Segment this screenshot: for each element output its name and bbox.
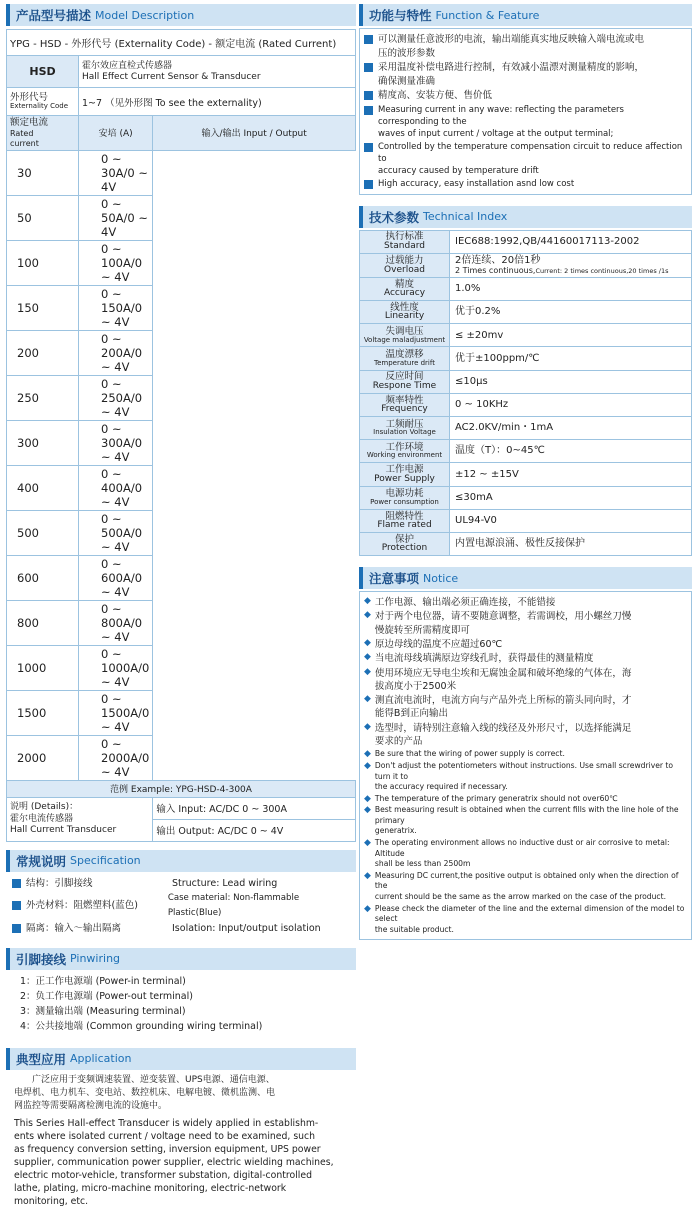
tech-label: [360, 230, 450, 253]
model-row: [7, 510, 356, 555]
tech-label-cn: 失调电压: [385, 326, 424, 338]
diamond-icon: ◆: [364, 838, 371, 849]
notice-item: [364, 838, 687, 870]
tech-header: [359, 206, 692, 228]
notice-text: [375, 722, 632, 749]
tech-value-sub: [455, 266, 688, 276]
feature-line: High accuracy, easy installation asnd low cost: [378, 178, 575, 189]
tech-label-cn: 反应时间: [385, 371, 424, 383]
pin-list: [6, 970, 356, 1038]
rated-cn: 额定电流: [10, 117, 49, 128]
bullet-icon: [364, 63, 373, 72]
model-row: [7, 555, 356, 600]
tech-label-cn: 频率特性: [385, 394, 424, 406]
tech-title-en: Technical Index: [423, 210, 508, 223]
model-table: [6, 29, 356, 842]
diamond-icon: ◆: [364, 610, 371, 621]
feature-line: waves of input current / voltage at the output terminal;: [378, 128, 614, 139]
ext-label-en: Externality Code: [10, 101, 69, 110]
details-3: Hall Current Transducer: [10, 825, 117, 836]
rated-en1: Rated: [10, 128, 34, 138]
tech-value-main: 2倍连续、20倍1秒: [455, 254, 541, 266]
tech-label-en: Protection: [381, 543, 428, 554]
tech-label-cn: 精度: [394, 278, 414, 290]
feature-item: [364, 61, 687, 88]
notice-line: shall be less than 2500m: [374, 859, 471, 869]
feature-text: [378, 104, 687, 140]
notice-line: generatrix.: [374, 826, 417, 836]
spec-title-cn: 常规说明: [16, 853, 67, 869]
model-formula: YPG - HSD - 外形代号 (Externality Code) - 额定电流 (Rated Current): [7, 30, 356, 56]
hsd-code: HSD: [7, 56, 79, 88]
spec-title-en: Specification: [70, 854, 141, 868]
model-row: [7, 285, 356, 330]
tech-label: [360, 416, 450, 439]
notice-text: [375, 652, 594, 665]
feature-line: 采用温度补偿电路进行控制，有效减小温漂对测量精度的影响，: [378, 62, 645, 73]
tech-value-main: 温度（T）：0~45℃: [455, 445, 545, 457]
tech-value-main: ≤30mA: [455, 491, 493, 503]
tech-label-en: Overload: [384, 264, 425, 275]
notice-item: [364, 652, 687, 665]
tech-label: [360, 277, 450, 300]
tech-label-cn: 工频耐压: [385, 418, 424, 430]
amp-value: 800: [7, 600, 79, 645]
spec-cn: 结构：引脚接线: [26, 877, 93, 889]
amp-value: 50: [7, 195, 79, 240]
tech-value-sub-rest: Current: 2 times continuous,20 times /1s: [535, 267, 669, 276]
tech-value: [450, 393, 692, 416]
pin-title-cn: 引脚接线: [16, 951, 67, 967]
feature-line: Controlled by the temperature compensation circuit to reduce affection to: [378, 141, 683, 164]
tech-label-en: Accuracy: [383, 288, 426, 299]
details-1: 说明 (Details)：: [10, 801, 79, 812]
tech-label-en: Insulation Voltage: [373, 428, 436, 437]
diamond-icon: ◆: [364, 903, 371, 914]
model-row: [7, 240, 356, 285]
bullet-icon: [364, 35, 373, 44]
model-row: [7, 735, 356, 780]
tech-label: [360, 370, 450, 393]
hsd-en: Hall Effect Current Sensor & Transducer: [82, 71, 261, 82]
tech-value-main: ±12 ~ ±15V: [455, 468, 519, 480]
io-value: 0 ~ 200A/0 ~ 4V: [79, 330, 153, 375]
tech-label-en: Linearity: [384, 311, 425, 322]
tech-label: [360, 301, 450, 324]
notice-title-en: Notice: [423, 571, 459, 585]
notice-title-cn: 注意事项: [369, 571, 420, 587]
notice-text: [375, 596, 556, 609]
feature-item: [364, 33, 687, 60]
io-value: 0 ~ 100A/0 ~ 4V: [79, 240, 153, 285]
amp-value: 300: [7, 420, 79, 465]
feature-title-en: Function & Feature: [435, 8, 540, 22]
io-value: 0 ~ 300A/0 ~ 4V: [79, 420, 153, 465]
tech-label-cn: 工作电源: [385, 464, 424, 476]
diamond-icon: ◆: [364, 793, 371, 804]
notice-line: 要求的产品: [374, 736, 423, 748]
spec-item: [12, 876, 350, 891]
tech-label: [360, 393, 450, 416]
amp-value: 250: [7, 375, 79, 420]
app-en-line: lathe, plating, micro-machine monitoring, electric-network: [14, 1182, 287, 1194]
tech-row: [360, 463, 692, 486]
ext-label-cn: 外形代号: [10, 91, 49, 103]
tech-label-en: Respone Time: [372, 380, 437, 391]
spec-cn: 隔离：输入～输出隔离: [26, 922, 122, 934]
model-row: [7, 375, 356, 420]
app-en: [6, 1115, 356, 1210]
tech-value: [450, 416, 692, 439]
tech-value-main: ≤ ±20mv: [455, 329, 504, 341]
tech-row: [360, 393, 692, 416]
tech-title-cn: 技术参数: [369, 209, 420, 225]
tech-label: [360, 347, 450, 370]
tech-label-cn: 执行标准: [385, 231, 424, 243]
tech-label-cn: 阻燃特性: [385, 510, 424, 522]
notice-item: [364, 761, 687, 793]
notice-line: 测直流电流时，电流方向与产品外壳上所标的箭头同向时，才: [374, 695, 632, 707]
notice-item: [364, 596, 687, 609]
tech-label-en: Flame rated: [377, 520, 432, 531]
notice-text: [375, 749, 565, 760]
model-row: [7, 465, 356, 510]
notice-line: The operating environment allows no inductive dust or air corrosive to metal: Altitude: [374, 838, 670, 858]
tech-value: [450, 253, 692, 277]
feature-item: [364, 104, 687, 140]
bullet-icon: [364, 106, 373, 115]
feature-header: [359, 4, 692, 26]
amp-value: 1000: [7, 645, 79, 690]
bullet-icon: [364, 143, 373, 152]
app-title-cn: 典型应用: [16, 1051, 67, 1067]
pin-item: 1：正工作电源端 (Power-in terminal): [20, 975, 186, 987]
right-column: [359, 4, 692, 940]
notice-item: [364, 610, 687, 637]
io-value: 0 ~ 250A/0 ~ 4V: [79, 375, 153, 420]
tech-row: [360, 347, 692, 370]
amp-value: 500: [7, 510, 79, 555]
tech-value-main: 1.0%: [455, 283, 481, 295]
tech-row: [360, 532, 692, 555]
spec-header: [6, 850, 356, 872]
tech-label-cn: 过载能力: [385, 255, 424, 266]
feature-line: accuracy caused by temperature drift: [378, 165, 539, 176]
tech-value: [450, 277, 692, 300]
pin-item: 4：公共接地端 (Common grounding wiring terminal): [20, 1020, 263, 1032]
bullet-icon: [364, 91, 373, 100]
details-2: 霍尔电流传感器: [10, 813, 74, 824]
tech-label-cn: 温度漂移: [385, 349, 424, 361]
diamond-icon: ◆: [364, 721, 371, 732]
amp-value: 200: [7, 330, 79, 375]
io-value: 0 ~ 1000A/0 ~ 4V: [79, 645, 153, 690]
diamond-icon: ◆: [364, 760, 371, 771]
spec-en: Isolation: Input/output isolation: [172, 922, 321, 934]
tech-label: [360, 324, 450, 347]
notice-text: [375, 610, 632, 637]
feature-item: [364, 178, 687, 190]
tech-label: [360, 463, 450, 486]
io-value: 0 ~ 600A/0 ~ 4V: [79, 555, 153, 600]
notice-line: 选型时，请特别注意输入线的线径及外形尺寸，以选择能满足: [374, 722, 632, 734]
io-value: 0 ~ 500A/0 ~ 4V: [79, 510, 153, 555]
diamond-icon: ◆: [364, 870, 371, 881]
tech-value: [450, 440, 692, 463]
notice-item: [364, 871, 687, 903]
notice-list: [359, 591, 692, 940]
model-row: [7, 195, 356, 240]
diamond-icon: ◆: [364, 805, 371, 816]
tech-label: [360, 253, 450, 277]
feature-list: [359, 28, 692, 195]
app-en-line: monitoring, etc.: [14, 1195, 89, 1207]
tech-value: [450, 370, 692, 393]
io-value: 0 ~ 400A/0 ~ 4V: [79, 465, 153, 510]
tech-value: [450, 486, 692, 509]
notice-item: [364, 805, 687, 837]
feature-title-cn: 功能与特性: [369, 8, 432, 23]
notice-line: 拔高度小于2500米: [374, 680, 457, 692]
tech-value: [450, 509, 692, 532]
feature-line: 可以测量任意波形的电流，输出端能真实地反映输入端电流或电: [378, 34, 645, 45]
notice-line: 对于两个电位器，请不要随意调整，若需调校，用小螺丝刀慢: [374, 611, 632, 623]
feature-text: [378, 141, 687, 177]
notice-item: [364, 794, 687, 805]
tech-label-cn: 工作环境: [385, 441, 424, 453]
notice-text: [375, 794, 618, 805]
amp-value: 2000: [7, 735, 79, 780]
tech-value-main: UL94-V0: [455, 515, 497, 527]
tech-label-cn: 电源功耗: [385, 488, 424, 500]
tech-value: [450, 324, 692, 347]
tech-value-main: 优于±100ppm/℃: [455, 352, 540, 364]
feature-item: [364, 89, 687, 103]
app-en-line: as frequency conversion setting, inversion equipment, UPS power: [14, 1143, 321, 1155]
io-value: 0 ~ 800A/0 ~ 4V: [79, 600, 153, 645]
notice-header: [359, 567, 692, 589]
feature-text: [378, 61, 644, 88]
model-header: [6, 4, 356, 26]
model-row: [7, 600, 356, 645]
feature-item: [364, 141, 687, 177]
tech-value-main: AC2.0KV/min・1mA: [455, 422, 554, 434]
notice-text: [375, 667, 632, 694]
amp-value: 400: [7, 465, 79, 510]
notice-line: 慢旋转至所需精度即可: [374, 624, 470, 636]
tech-row: [360, 509, 692, 532]
notice-line: Best measuring result is obtained when the current fills with the line hole of the primary: [374, 805, 679, 825]
bullet-icon: [12, 879, 21, 888]
notice-line: 原边母线的温度不应超过60℃: [374, 638, 503, 650]
diamond-icon: ◆: [364, 652, 371, 663]
spec-en: Case material: Non-flammable Plastic(Blue): [167, 892, 300, 918]
notice-text: [375, 838, 687, 870]
feature-line: 确保测量准确: [378, 75, 436, 87]
tech-row: [360, 370, 692, 393]
spec-cn: 外壳材料：阻燃塑料(蓝色): [26, 900, 138, 912]
feature-text: [378, 178, 574, 190]
amp-value: 100: [7, 240, 79, 285]
app-cn: [6, 1070, 356, 1115]
model-row: [7, 330, 356, 375]
tech-value-main: 内置电源浪涌、极性反接保护: [455, 538, 585, 550]
amp-value: 600: [7, 555, 79, 600]
notice-line: 能得B到正向输出: [374, 708, 448, 720]
spec-list: [6, 872, 356, 940]
notice-line: 使用环境应无导电尘埃和无腐蚀金属和破坏绝缘的气体在，海: [374, 667, 632, 679]
notice-item: [364, 904, 687, 936]
notice-line: 工作电源、输出端必须正确连接，不能错接: [374, 597, 556, 609]
io-value: 0 ~ 2000A/0 ~ 4V: [79, 735, 153, 780]
feature-text: [378, 89, 492, 103]
tech-row: [360, 277, 692, 300]
tech-value-main: 0 ~ 10KHz: [455, 399, 509, 411]
app-header: [6, 1048, 356, 1070]
amp-value: 30: [7, 150, 79, 195]
notice-text: [375, 805, 687, 837]
tech-value: [450, 301, 692, 324]
tech-label-en: Power consumption: [370, 497, 439, 506]
notice-line: Measuring DC current,the positive output is obtained only when the direction of the: [374, 870, 679, 891]
model-row: [7, 420, 356, 465]
diamond-icon: ◆: [364, 749, 371, 760]
app-cn-line: 广泛应用于变频调速装置、逆变装置、UPS电源、通信电源、: [32, 1074, 275, 1085]
feature-line: Measuring current in any wave: reflecting the parameters corresponding to the: [378, 104, 624, 127]
diamond-icon: ◆: [364, 596, 371, 607]
tech-table: [359, 230, 692, 557]
notice-line: the accuracy required if necessary.: [374, 782, 508, 792]
diamond-icon: ◆: [364, 666, 371, 677]
spec-item: [12, 891, 350, 921]
ext-value: 1~7 （见外形图 To see the externality): [79, 88, 356, 116]
tech-label: [360, 532, 450, 555]
spec-en: Structure: Lead wiring: [172, 877, 278, 889]
tech-label-en: Frequency: [381, 404, 428, 415]
tech-value: [450, 347, 692, 370]
tech-row: [360, 230, 692, 253]
model-row: [7, 690, 356, 735]
diamond-icon: ◆: [364, 694, 371, 705]
tech-label: [360, 440, 450, 463]
feature-line: 精度高、安装方便、售价低: [378, 90, 493, 101]
hsd-cn: 霍尔效应直检式传感器: [82, 60, 173, 71]
tech-value: [450, 532, 692, 555]
model-title-en: Model Description: [95, 8, 195, 22]
model-row: [7, 150, 356, 195]
tech-label: [360, 509, 450, 532]
bullet-icon: [364, 180, 373, 189]
notice-item: [364, 694, 687, 721]
notice-line: the suitable product.: [374, 924, 454, 934]
tech-value-sub-bold: 2 Times continuous,: [455, 266, 536, 276]
notice-text: [375, 761, 687, 793]
amp-value: 150: [7, 285, 79, 330]
bullet-icon: [12, 901, 21, 910]
details-input: 输入 Input: AC/DC 0 ~ 300A: [153, 797, 356, 819]
amp-value: 1500: [7, 690, 79, 735]
notice-text: [375, 871, 687, 903]
tech-label-cn: 保护: [394, 533, 414, 545]
app-title-en: Application: [70, 1052, 132, 1066]
app-en-line: electric motor-vehicle, transformer substation, digital-controlled: [14, 1169, 312, 1181]
notice-line: Please check the diameter of the line and the external dimension of the model to select: [374, 903, 685, 924]
tech-row: [360, 486, 692, 509]
notice-item: [364, 638, 687, 651]
tech-label-en: Standard: [384, 240, 425, 251]
app-en-line: supplier, communication power supplier, electric wielding machines,: [14, 1156, 334, 1168]
pin-item: 2：负工作电源端 (Power-out terminal): [20, 990, 193, 1002]
app-cn-line: 网监控等需要隔离检测电流的设施中。: [14, 1100, 168, 1111]
tech-row: [360, 416, 692, 439]
tech-label-en: Working environment: [366, 451, 443, 460]
feature-text: [378, 33, 644, 60]
notice-text: [375, 904, 687, 936]
notice-text: [375, 638, 502, 651]
app-en-line: ents where isolated current / voltage need to be examined, such: [14, 1130, 316, 1142]
app-cn-line: 电焊机、电力机车、变电站、数控机床、电解电镀、微机监测、电: [14, 1087, 276, 1098]
notice-item: [364, 722, 687, 749]
rated-en2: current: [10, 138, 39, 148]
tech-value-main: ≤10μs: [455, 375, 488, 387]
notice-line: The temperature of the primary generatrix should not over60℃: [374, 793, 618, 803]
app-en-line: This Series Hall-effect Transducer is widely applied in establishm-: [14, 1117, 319, 1129]
notice-line: Be sure that the wiring of power supply is correct.: [374, 749, 565, 759]
model-title-cn: 产品型号描述: [16, 8, 92, 23]
feature-line: 压的波形参数: [378, 47, 436, 59]
tech-label: [360, 486, 450, 509]
model-example: 范例 Example: YPG-HSD-4-300A: [7, 780, 356, 797]
bullet-icon: [12, 924, 21, 933]
col-io: 输入/输出 Input / Output: [153, 116, 356, 151]
io-value: 0 ~ 30A/0 ~ 4V: [79, 150, 153, 195]
notice-item: [364, 667, 687, 694]
tech-value: [450, 230, 692, 253]
tech-row: [360, 440, 692, 463]
spec-item: [12, 921, 350, 936]
tech-label-en: Power Supply: [374, 473, 435, 484]
notice-text: [375, 694, 632, 721]
tech-row: [360, 253, 692, 277]
tech-label-en: Temperature drift: [374, 358, 435, 367]
io-value: 0 ~ 1500A/0 ~ 4V: [79, 690, 153, 735]
tech-value-main: IEC688:1992,QB/44160017113-2002: [455, 235, 640, 247]
io-value: 0 ~ 50A/0 ~ 4V: [79, 195, 153, 240]
notice-line: 当电流母线填满原边穿线孔时，获得最佳的测量精度: [374, 653, 594, 665]
tech-label-cn: 线性度: [390, 301, 419, 313]
tech-label-en: Voltage maladjustment: [363, 335, 446, 344]
details-output: 输出 Output: AC/DC 0 ~ 4V: [153, 819, 356, 841]
model-row: [7, 645, 356, 690]
tech-value: [450, 463, 692, 486]
left-column: [6, 4, 356, 1210]
diamond-icon: ◆: [364, 637, 371, 648]
io-value: 0 ~ 150A/0 ~ 4V: [79, 285, 153, 330]
col-amp: 安培 (A): [79, 116, 153, 151]
tech-row: [360, 301, 692, 324]
pin-item: 3：测量输出端 (Measuring terminal): [20, 1005, 186, 1017]
tech-row: [360, 324, 692, 347]
pin-header: [6, 948, 356, 970]
pin-title-en: Pinwiring: [70, 952, 121, 966]
notice-item: [364, 749, 687, 760]
notice-line: current should be the same as the arrow marked on the case of the product.: [374, 892, 666, 902]
tech-value-main: 优于0.2%: [455, 306, 501, 318]
notice-line: Don't adjust the potentiometers without instructions. Use small screwdriver to turn it to: [374, 760, 674, 781]
